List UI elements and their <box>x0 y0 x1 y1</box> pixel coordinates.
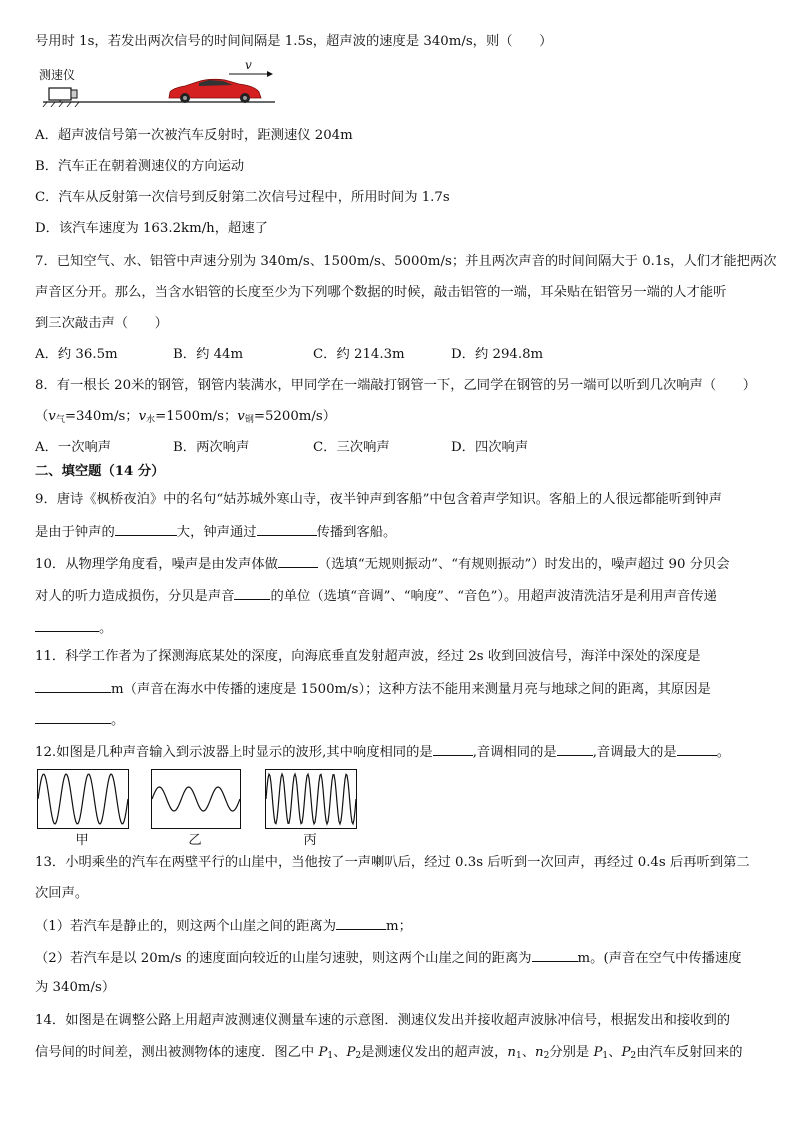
waveform-label-yi: 乙 <box>188 833 202 848</box>
q11-line-3 <box>35 709 124 731</box>
p1-subscript: 1 <box>327 1051 334 1061</box>
q12-blank-3[interactable] <box>677 741 717 756</box>
q10-text-e: 。 <box>99 621 113 636</box>
q7-line-3: 到三次敲击声（ ） <box>35 316 168 331</box>
p2-symbol-2: P <box>621 1045 631 1060</box>
n2-symbol: n <box>535 1045 544 1060</box>
q6-stem-tail: 号用时 1s，若发出两次信号的时间间隔是 1.5s，超声波的速度是 340m/s，则（ ） <box>35 34 553 49</box>
q13-blank-1[interactable] <box>336 915 386 930</box>
q12-text-d: 。 <box>716 745 731 760</box>
q13-sub2-text-b: m。(声音在空气中传播速度 <box>577 951 742 966</box>
q7-option-c: C．约 214.3m <box>313 347 405 362</box>
q6-figure <box>39 58 279 112</box>
q10-line-2 <box>35 585 717 607</box>
q9-text-a: 是由于钟声的 <box>35 525 115 540</box>
q13-sub-2 <box>35 947 742 969</box>
v-water-symbol: v <box>138 409 147 424</box>
v-steel-value: =5200m/s） <box>253 409 337 424</box>
q10-text-b: （选填“无规则振动”、“有规则振动”）时发出的，噪声超过 90 分贝会 <box>317 557 730 572</box>
v-air-symbol: v <box>48 409 56 424</box>
q6-option-a: A．超声波信号第一次被汽车反射时，距测速仪 204m <box>35 128 353 143</box>
q13-blank-2[interactable] <box>532 947 578 962</box>
waveform-label-jia: 甲 <box>75 833 89 848</box>
n1-symbol: n <box>507 1045 516 1060</box>
q13-sub1-text-a: （1）若汽车是静止的，则这两个山崖之间的距离为 <box>35 919 336 934</box>
q9-blank-1[interactable] <box>115 521 177 536</box>
q11-blank-2[interactable] <box>35 709 111 724</box>
q10-text-d: 的单位（选填“音调”、“响度”、“音色”）。用超声波清洗洁牙是利用声音传递 <box>270 589 717 604</box>
speed-measure-diagram <box>39 62 279 112</box>
q8-line-1: 8．有一根长 20米的钢管，钢管内装满水，甲同学在一端敲打钢管一下，乙同学在钢管的另一端可以听到几次响声（ ） <box>35 378 757 393</box>
q6-option-d: D．该汽车速度为 163.2km/h，超速了 <box>35 221 268 236</box>
p2-subscript: 2 <box>355 1051 362 1061</box>
q9-text-c: 传播到客船。 <box>316 525 397 540</box>
q14-sep-3: 、 <box>608 1045 622 1060</box>
q10-line-1 <box>35 553 730 575</box>
section-2-title: 二、填空题（14 分） <box>35 464 165 479</box>
q14-text-a: 信号间的时间差，测出被测物体的速度．图乙中 <box>35 1045 319 1060</box>
q14-sep-1: 、 <box>333 1045 347 1060</box>
p2-symbol: P <box>346 1045 356 1060</box>
q14-line-2 <box>35 1043 743 1066</box>
q12-text-b: ,音调相同的是 <box>472 745 557 760</box>
q8-option-b: B．两次响声 <box>173 440 250 455</box>
q7-line-2: 声音区分开。那么，当含水铝管的长度至少为下列哪个数据的时候，敲击铝管的一端，耳朵贴在铝管另一端的人才能听 <box>35 285 727 300</box>
q10-text-a: 10．从物理学角度看，噪声是由发声体做 <box>35 557 278 572</box>
waveform-bing <box>265 769 357 829</box>
v-steel-symbol: v <box>237 409 245 424</box>
waveform-yi <box>151 769 241 829</box>
speed-gun-label: 测速仪 <box>39 68 76 82</box>
v-air-subscript: 气 <box>55 415 65 425</box>
q8-paren: （ <box>35 409 49 424</box>
v-water-subscript: 水 <box>146 415 156 425</box>
q12-blank-2[interactable] <box>557 741 593 756</box>
q6-option-b: B．汽车正在朝着测速仪的方向运动 <box>35 159 245 174</box>
q8-options <box>35 438 528 458</box>
q14-line-1: 14．如图是在调整公路上用超声波测速仪测量车速的示意图．测速仪发出并接收超声波脉冲信号，根据发出和接收到的 <box>35 1013 731 1028</box>
p1-symbol: P <box>318 1045 328 1060</box>
q9-line-2 <box>35 521 396 543</box>
q10-blank-2[interactable] <box>234 585 270 600</box>
p1-symbol-2: P <box>593 1045 603 1060</box>
q11-text-c: 。 <box>111 713 125 728</box>
waveform-jia <box>37 769 129 829</box>
q13-sub-1 <box>35 915 412 937</box>
q7-option-a: A．约 36.5m <box>35 347 118 362</box>
n2-subscript: 2 <box>543 1051 550 1061</box>
q8-option-a: A．一次响声 <box>35 440 112 455</box>
q13-line-1: 13．小明乘坐的汽车在两壁平行的山崖中，当他按了一声喇叭后，经过 0.3s 后听到一次回声，再经过 0.4s 后再听到第二 <box>35 855 750 870</box>
q10-blank-3[interactable] <box>35 617 99 632</box>
q12-text-a: 12.如图是几种声音输入到示波器上时显示的波形,其中响度相同的是 <box>35 745 433 760</box>
velocity-label: v <box>245 58 252 72</box>
q7-option-b: B．约 44m <box>173 347 244 362</box>
q11-line-2 <box>35 678 711 700</box>
q13-sub1-text-b: m； <box>386 919 412 934</box>
q6-option-c: C．汽车从反射第一次信号到反射第二次信号过程中，所用时间为 1.7s <box>35 190 450 205</box>
waveform-label-bing: 丙 <box>303 833 317 848</box>
q8-speeds <box>35 407 336 430</box>
v-air-value: =340m/s； <box>64 409 139 424</box>
q12-blank-1[interactable] <box>433 741 473 756</box>
p1-subscript-2: 1 <box>602 1051 609 1061</box>
q13-sub-2-cont: 为 340m/s） <box>35 980 116 995</box>
q14-text-b: 是测速仪发出的超声波， <box>361 1045 508 1060</box>
q14-text-c: 分别是 <box>549 1045 594 1060</box>
q14-text-d: 由汽车反射回来的 <box>636 1045 743 1060</box>
q8-option-c: C．三次响声 <box>313 440 390 455</box>
q12-text-c: ,音调最大的是 <box>592 745 677 760</box>
v-water-value: =1500m/s； <box>155 409 238 424</box>
q14-sep-2: 、 <box>521 1045 536 1060</box>
q11-blank-1[interactable] <box>35 678 111 693</box>
q7-option-d: D．约 294.8m <box>451 347 544 362</box>
q9-text-b: 大，钟声通过 <box>176 525 257 540</box>
n1-subscript: 1 <box>515 1051 522 1061</box>
v-steel-subscript: 钢 <box>244 415 254 425</box>
q8-option-d: D．四次响声 <box>451 440 529 455</box>
q10-text-c: 对人的听力造成损伤，分贝是声音 <box>35 589 235 604</box>
q11-line-1: 11．科学工作者为了探测海底某处的深度，向海底垂直发射超声波，经过 2s 收到回波信号，海洋中深处的深度是 <box>35 649 701 664</box>
q10-blank-1[interactable] <box>278 553 318 568</box>
q13-sub2-text-a: （2）若汽车是以 20m/s 的速度面向较近的山崖匀速驶，则这两个山崖之间的距离为 <box>35 951 532 966</box>
p2-subscript-2: 2 <box>630 1051 637 1061</box>
q10-line-3 <box>35 617 112 639</box>
q9-line-1: 9．唐诗《枫桥夜泊》中的名句“姑苏城外寒山寺，夜半钟声到客船”中包含着声学知识。客船上的人很远都能听到钟声 <box>35 492 722 507</box>
q13-line-2: 次回声。 <box>35 886 89 901</box>
q7-line-1: 7．已知空气、水、铝管中声速分别为 340m/s、1500m/s、5000m/s；并且两次声音的时间间隔大于 0.1s，人们才能把两次 <box>35 254 777 269</box>
q12-stem <box>35 741 730 763</box>
q7-options <box>35 345 543 365</box>
q11-text-b: m（声音在海水中传播的速度是 1500m/s）；这种方法不能用来测量月亮与地球之间的距离，其原因是 <box>111 682 711 697</box>
q9-blank-2[interactable] <box>257 521 317 536</box>
